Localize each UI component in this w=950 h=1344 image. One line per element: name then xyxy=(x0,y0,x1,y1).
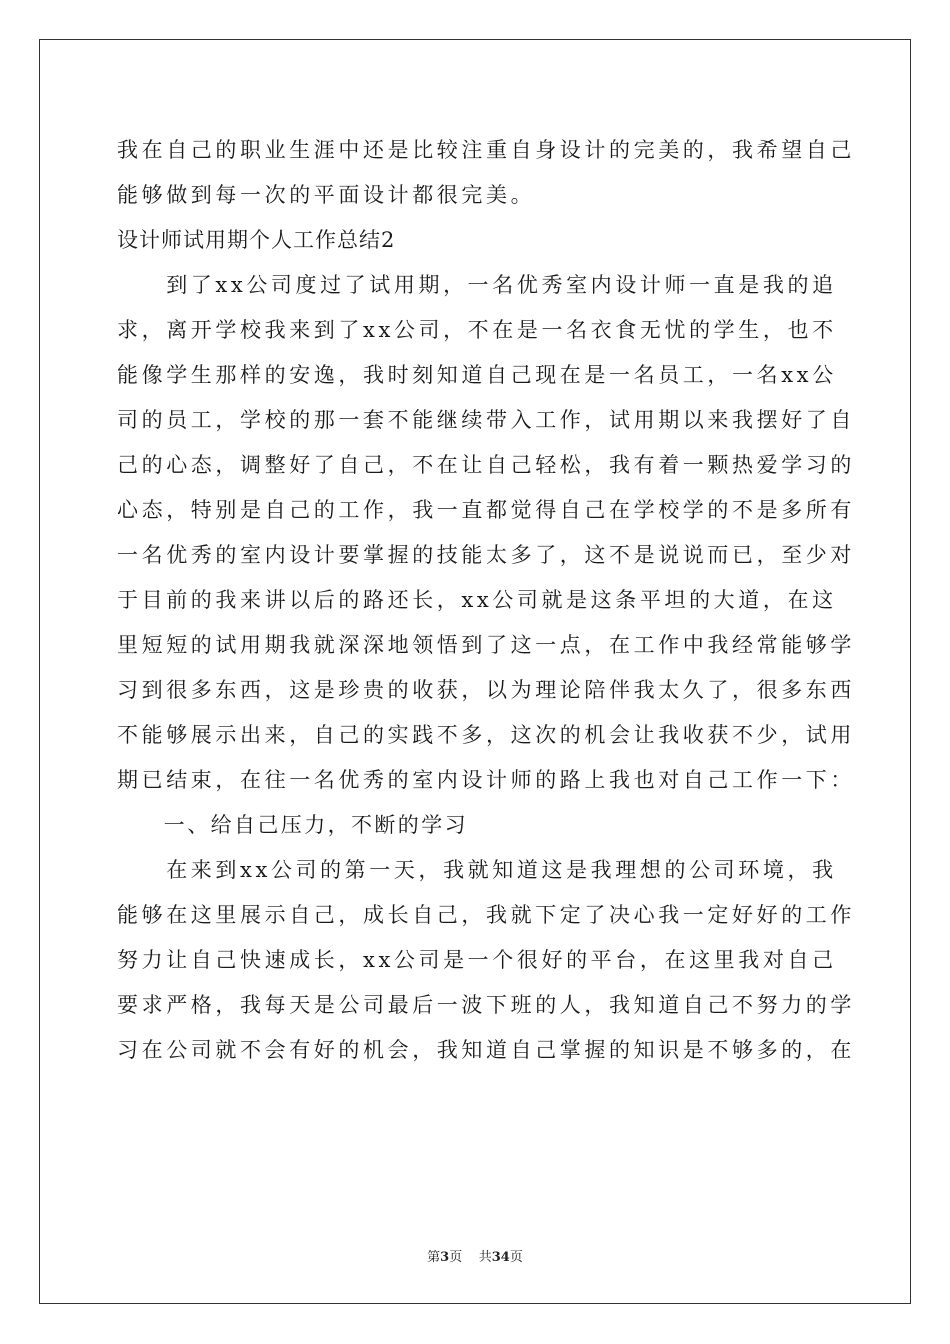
footer-page-suffix: 页 xyxy=(449,1250,463,1265)
text-line: 我在自己的职业生涯中还是比较注重自身设计的完美的，我希望自己 xyxy=(117,138,855,162)
footer-spacer xyxy=(462,1250,479,1265)
subsection-heading: 一、给自己压力，不断的学习 xyxy=(117,813,468,837)
text-line: 不能够展示出来，自己的实践不多，这次的机会让我收获不少，试用 xyxy=(117,723,855,747)
text-line: 里短短的试用期我就深深地领悟到了这一点，在工作中我经常能够学 xyxy=(117,633,855,657)
text-line: 求，离开学校我来到了xx公司，不在是一名衣食无忧的学生，也不 xyxy=(117,318,837,342)
text-line: 己的心态，调整好了自己，不在让自己轻松，我有着一颗热爱学习的 xyxy=(117,453,855,477)
text-line: 能像学生那样的安逸，我时刻知道自己现在是一名员工，一名xx公 xyxy=(117,363,837,387)
footer-total-prefix: 共 xyxy=(478,1250,492,1265)
text-line: 能够在这里展示自己，成长自己，我就下定了决心我一定好好的工作 xyxy=(117,903,855,927)
text-line: 期已结束，在往一名优秀的室内设计师的路上我也对自己工作一下： xyxy=(117,768,855,792)
page-footer xyxy=(0,1246,950,1265)
text-line: 习到很多东西，这是珍贵的收获，以为理论陪伴我太久了，很多东西 xyxy=(117,678,855,702)
document-body xyxy=(117,128,855,1073)
text-line: 努力让自己快速成长，xx公司是一个很好的平台，在这里我对自己 xyxy=(117,948,837,972)
text-line: 要求严格，我每天是公司最后一波下班的人，我知道自己不努力的学 xyxy=(117,993,855,1017)
text-line: 心态，特别是自己的工作，我一直都觉得自己在学校学的不是多所有 xyxy=(117,498,855,522)
text-line: 能够做到每一次的平面设计都很完美。 xyxy=(117,183,536,207)
text-line: 司的员工，学校的那一套不能继续带入工作，试用期以来我摆好了自 xyxy=(117,408,855,432)
text-line: 一名优秀的室内设计要掌握的技能太多了，这不是说说而已，至少对 xyxy=(117,543,855,567)
text-line: 到了xx公司度过了试用期，一名优秀室内设计师一直是我的追 xyxy=(117,273,837,297)
section-heading: 设计师试用期个人工作总结2 xyxy=(117,228,396,252)
text-line: 习在公司就不会有好的机会，我知道自己掌握的知识是不够多的，在 xyxy=(117,1038,855,1062)
footer-total-suffix: 页 xyxy=(509,1250,523,1265)
text-line: 于目前的我来讲以后的路还长，xx公司就是这条平坦的大道，在这 xyxy=(117,588,837,612)
footer-page-number: 3 xyxy=(440,1250,450,1265)
footer-total-pages: 34 xyxy=(491,1250,510,1265)
text-line: 在来到xx公司的第一天，我就知道这是我理想的公司环境，我 xyxy=(117,858,837,882)
footer-page-prefix: 第 xyxy=(427,1250,441,1265)
